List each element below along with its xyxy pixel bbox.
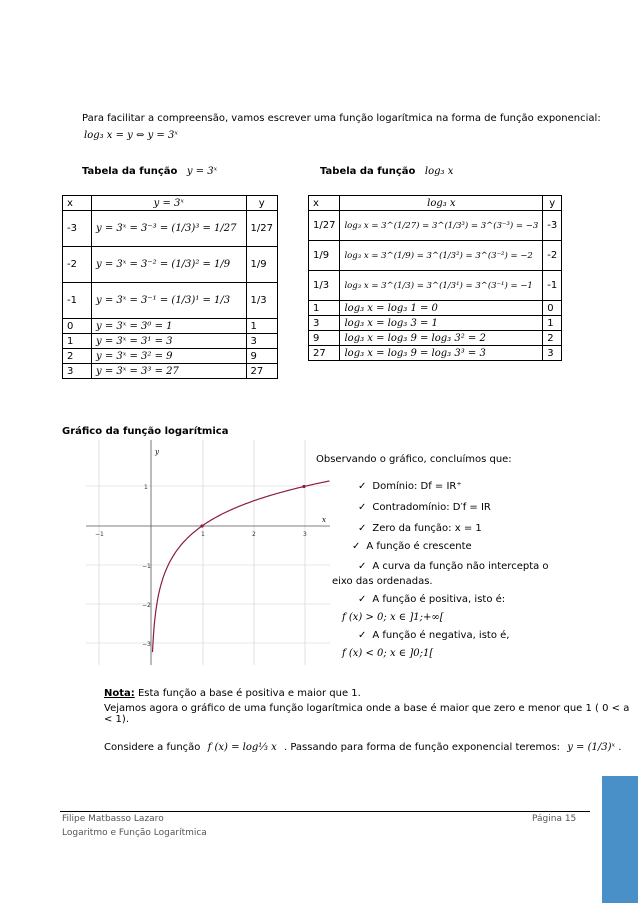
x-tick-label: 3: [303, 531, 307, 538]
cell-expr: log₃ x = 3^(1/27) = 3^(1/3³) = 3^(3⁻³) = −3: [340, 211, 543, 241]
cell-y: 1: [543, 316, 562, 331]
intro-text: Para facilitar a compreensão, vamos escrever uma função logarítmica na forma de função exponencial:: [82, 113, 601, 124]
cell-expr: y = 3ˣ = 3³ = 27: [92, 364, 247, 379]
cell-y: 1: [246, 319, 277, 334]
x-tick-label: 2: [252, 531, 256, 538]
cell-expr: log₃ x = 3^(1/9) = 3^(1/3²) = 3^(3⁻²) = −2: [340, 241, 543, 271]
table-row: [309, 271, 562, 301]
footer-subject: Logaritmo e Função Logarítmica: [62, 828, 207, 838]
y-tick-label: −1: [142, 563, 151, 570]
footer-author: Filipe Matbasso Lazaro: [62, 814, 164, 824]
cell-x: 1/27: [309, 211, 340, 241]
left-table-title: Tabela da função y = 3ˣ: [82, 166, 218, 177]
cell-expr: y = 3ˣ = 3⁻¹ = (1/3)¹ = 1/3: [92, 283, 247, 319]
obs-heading: Observando o gráfico, concluímos que:: [316, 454, 512, 465]
graph-title: Gráfico da função logarítmica: [62, 426, 229, 437]
x-tick-label: 1: [201, 531, 205, 538]
obs-positive-formula: f (x) > 0; x ∈ ]1;+∞[: [342, 612, 444, 623]
y-tick-label: −3: [142, 641, 151, 648]
left-table: [62, 195, 278, 379]
table-row: [309, 241, 562, 271]
cell-expr: log₃ x = log₃ 3 = 1: [340, 316, 543, 331]
cell-expr: log₃ x = 3^(1/3) = 3^(1/3¹) = 3^(3⁻¹) = −1: [340, 271, 543, 301]
table-row: [63, 319, 278, 334]
footer-divider: [60, 811, 590, 812]
obs-negative: ✓ A função é negativa, isto é,: [358, 630, 509, 641]
obs-domain: ✓ Domínio: Df = IR⁺: [358, 481, 462, 492]
graph-grid: [86, 440, 330, 665]
right-table: [308, 195, 562, 361]
cell-y: 3: [246, 334, 277, 349]
cell-expr: y = 3ˣ = 3⁻² = (1/3)² = 1/9: [92, 247, 247, 283]
left-header-y: y: [246, 196, 277, 211]
cell-y: 0: [543, 301, 562, 316]
cell-x: 3: [63, 364, 92, 379]
vejamos-text: Vejamos agora o gráfico de uma função logarítmica onde a base é maior que zero e menor que 1 ( 0 < a < 1).: [104, 703, 630, 725]
left-header-x: x: [63, 196, 92, 211]
cell-y: 1/9: [246, 247, 277, 283]
table-row: [309, 301, 562, 316]
cell-x: 0: [63, 319, 92, 334]
cell-expr: log₃ x = log₃ 9 = log₃ 3³ = 3: [340, 346, 543, 361]
cell-expr: log₃ x = log₃ 9 = log₃ 3² = 2: [340, 331, 543, 346]
cell-x: 1/3: [309, 271, 340, 301]
curve-point: [302, 485, 305, 488]
table-row: [309, 211, 562, 241]
y-tick-label: 1: [144, 484, 148, 491]
obs-intercept: ✓ A curva da função não intercepta o eixo das ordenadas.: [332, 559, 572, 589]
right-header-expr: log₃ x: [340, 196, 543, 211]
x-axis-label: x: [322, 516, 326, 524]
x-tick-label: −1: [95, 531, 104, 538]
nota: Nota: Esta função a base é positiva e maior que 1.: [104, 688, 361, 699]
cell-x: -2: [63, 247, 92, 283]
obs-negative-formula: f (x) < 0; x ∈ ]0;1[: [342, 648, 434, 659]
y-axis-label: y: [155, 448, 159, 456]
cell-expr: y = 3ˣ = 3² = 9: [92, 349, 247, 364]
table-row: [309, 346, 562, 361]
obs-positive: ✓ A função é positiva, isto é:: [358, 594, 505, 605]
table-row: [309, 316, 562, 331]
y-tick-label: −2: [142, 602, 151, 609]
table-row: [63, 211, 278, 247]
cell-y: 3: [543, 346, 562, 361]
cell-y: 27: [246, 364, 277, 379]
left-header-expr: y = 3ˣ: [92, 196, 247, 211]
cell-y: -1: [543, 271, 562, 301]
obs-increasing: ✓ A função é crescente: [352, 541, 472, 552]
cell-x: 3: [309, 316, 340, 331]
cell-x: 1: [63, 334, 92, 349]
footer-page: Página 15: [532, 814, 577, 824]
page-edge-bar: [602, 776, 638, 903]
cell-expr: y = 3ˣ = 3⁰ = 1: [92, 319, 247, 334]
cell-x: 2: [63, 349, 92, 364]
table-row: [63, 364, 278, 379]
table-row: [63, 334, 278, 349]
cell-expr: y = 3ˣ = 3⁻³ = (1/3)³ = 1/27: [92, 211, 247, 247]
log-graph: [86, 440, 330, 665]
cell-y: -3: [543, 211, 562, 241]
table-row: [63, 247, 278, 283]
cell-expr: log₃ x = log₃ 1 = 0: [340, 301, 543, 316]
cell-x: -1: [63, 283, 92, 319]
cell-y: 9: [246, 349, 277, 364]
right-table-title: Tabela da função log₃ x: [320, 166, 454, 177]
considere-line: Considere a função f (x) = log⅓ x . Passando para forma de função exponencial teremos: y = (1/3)ˣ .: [104, 742, 622, 753]
obs-zero: ✓ Zero da função: x = 1: [358, 523, 482, 534]
cell-y: 2: [543, 331, 562, 346]
cell-y: 1/3: [246, 283, 277, 319]
cell-x: 27: [309, 346, 340, 361]
table-row: [63, 349, 278, 364]
right-header-y: y: [543, 196, 562, 211]
obs-range: ✓ Contradomínio: D′f = IR: [358, 502, 491, 513]
curve-point: [200, 524, 203, 527]
table-row: [309, 331, 562, 346]
cell-y: 1/27: [246, 211, 277, 247]
cell-x: 1: [309, 301, 340, 316]
right-header-x: x: [309, 196, 340, 211]
cell-x: 1/9: [309, 241, 340, 271]
cell-x: 9: [309, 331, 340, 346]
table-row: [63, 283, 278, 319]
cell-x: -3: [63, 211, 92, 247]
cell-expr: y = 3ˣ = 3¹ = 3: [92, 334, 247, 349]
intro-formula: log₃ x = y ⇔ y = 3ˣ: [84, 130, 178, 141]
cell-y: -2: [543, 241, 562, 271]
log-curve: [153, 481, 330, 652]
